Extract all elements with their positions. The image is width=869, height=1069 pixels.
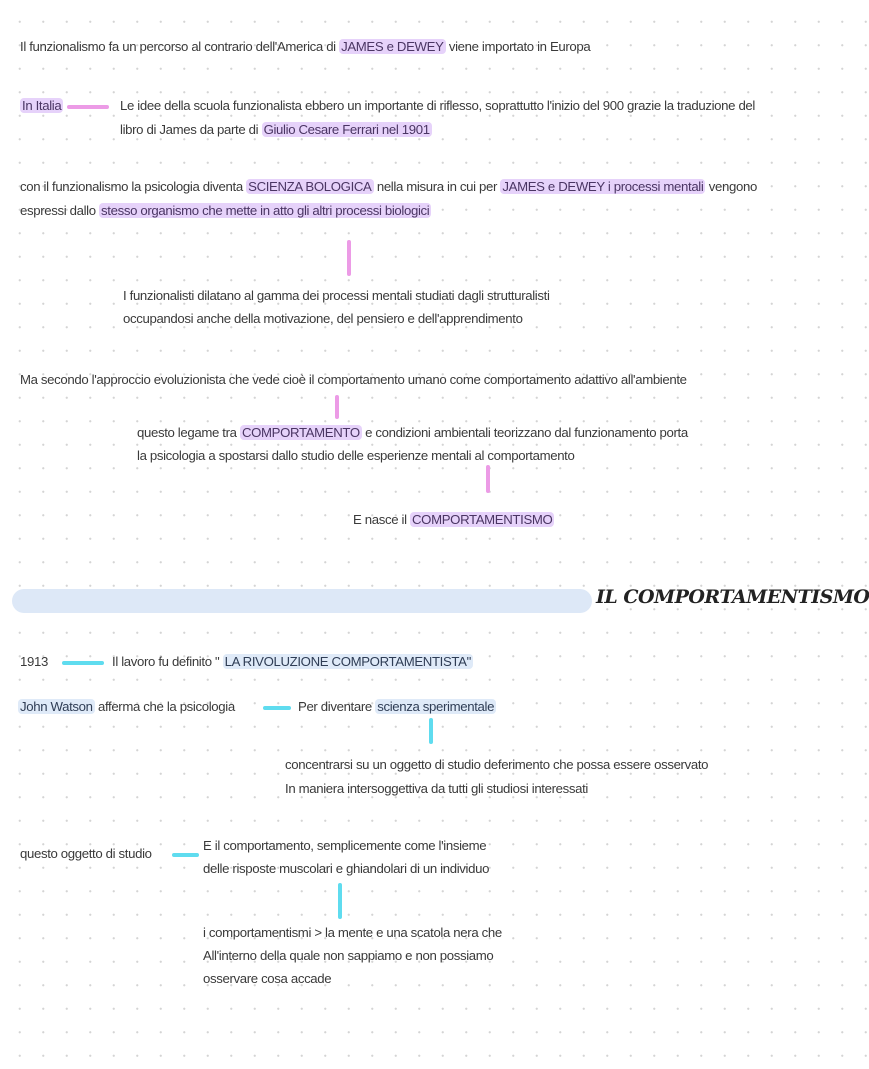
text-line	[285, 756, 708, 774]
text-line	[20, 202, 431, 220]
text-segment: 1913	[20, 654, 48, 669]
text-line	[112, 653, 473, 671]
highlighted-text: In Italia	[22, 98, 62, 113]
highlighted-text: JAMES e DEWEY i processi mentali	[502, 179, 704, 194]
text-line	[137, 447, 575, 465]
text-line	[20, 371, 687, 389]
text-segment: osservare cosa accade	[203, 971, 332, 986]
text-line	[20, 38, 590, 56]
highlighted-text: JAMES e DEWEY	[341, 39, 444, 54]
text-line	[20, 845, 152, 863]
text-segment: libro di James da parte di	[120, 122, 262, 137]
text-line	[203, 837, 486, 855]
highlighted-text: John Watson	[20, 699, 93, 714]
text-segment: Per diventare	[298, 699, 376, 714]
text-line	[285, 780, 588, 798]
text-line	[203, 860, 489, 878]
highlighted-text: scienza sperimentale	[377, 699, 495, 714]
text-segment: questo legame tra	[137, 425, 240, 440]
text-line	[203, 970, 331, 988]
text-segment: All'interno della quale non sappiamo e non possiamo	[203, 948, 494, 963]
connector-line	[62, 661, 104, 665]
connector-line	[429, 718, 433, 744]
text-line	[203, 947, 493, 965]
text-line	[120, 121, 432, 139]
text-segment: Le idee della scuola funzionalista ebbero un importante di riflesso, soprattutto l'inizio del 900 grazie la traduzione del	[120, 98, 755, 113]
text-segment: In maniera intersoggettiva da tutti gli studiosi interessati	[285, 781, 588, 796]
text-segment: questo oggetto di studio	[20, 846, 152, 861]
text-line	[20, 178, 757, 196]
text-line	[353, 511, 554, 529]
text-line	[298, 698, 496, 716]
text-line	[203, 924, 502, 942]
text-line	[18, 698, 235, 716]
text-segment: afferma che la psicologia	[94, 699, 235, 714]
year-label	[20, 653, 48, 671]
connector-line	[335, 395, 339, 419]
section-heading: IL COMPORTAMENTISMO	[596, 586, 869, 608]
text-segment: delle risposte muscolari e ghiandolari di un individuo	[203, 861, 490, 876]
text-segment: occupandosi anche della motivazione, del pensiero e dell'apprendimento	[123, 311, 523, 326]
text-segment: espressi dallo	[20, 203, 100, 218]
highlighted-text: Giulio Cesare Ferrari nel 1901	[263, 122, 430, 137]
connector-line	[67, 105, 109, 109]
text-segment: Ma secondo l'approccio evoluzionista che vede cioè il comportamento umano come comportamento adattivo all'ambiente	[20, 372, 687, 387]
text-segment: viene importato in Europa	[445, 39, 591, 54]
text-line	[137, 424, 688, 442]
connector-line	[347, 240, 351, 276]
text-segment: concentrarsi su un oggetto di studio deferimento che possa essere osservato	[285, 757, 709, 772]
text-segment: E il comportamento, semplicemente come l'insieme	[203, 838, 487, 853]
label-in-italia	[20, 97, 63, 115]
text-segment: I funzionalisti dilatano al gamma dei processi mentali studiati dagli strutturalisti	[123, 288, 550, 303]
text-segment: vengono	[705, 179, 757, 194]
text-segment: E nasce il	[353, 512, 410, 527]
text-segment: Il lavoro fu definito "	[112, 654, 223, 669]
text-line	[123, 287, 550, 305]
highlighted-text: LA RIVOLUZIONE COMPORTAMENTISTA"	[224, 654, 471, 669]
text-segment: e condizioni ambientali teorizzano dal funzionamento porta	[361, 425, 688, 440]
text-segment: nella misura in cui per	[373, 179, 501, 194]
connector-line	[486, 465, 490, 493]
connector-line	[172, 853, 199, 857]
text-line	[120, 97, 755, 115]
highlighted-text: stesso organismo che mette in atto gli altri processi biologici	[101, 203, 430, 218]
text-segment: con il funzionalismo la psicologia diventa	[20, 179, 247, 194]
highlighted-text: SCIENZA BOLOGICA	[248, 179, 372, 194]
text-segment: la psicologia a spostarsi dallo studio delle esperienze mentali al comportamento	[137, 448, 575, 463]
connector-line	[263, 706, 291, 710]
highlighted-text: COMPORTAMENTO	[241, 425, 360, 440]
highlighted-text: COMPORTAMENTISMO	[412, 512, 553, 527]
text-segment: i comportamentismi > la mente e una scatola nera che	[203, 925, 502, 940]
text-line	[123, 310, 523, 328]
section-banner	[12, 589, 592, 613]
connector-line	[338, 883, 342, 919]
text-segment: Il funzionalismo fa un percorso al contrario dell'America di	[20, 39, 340, 54]
